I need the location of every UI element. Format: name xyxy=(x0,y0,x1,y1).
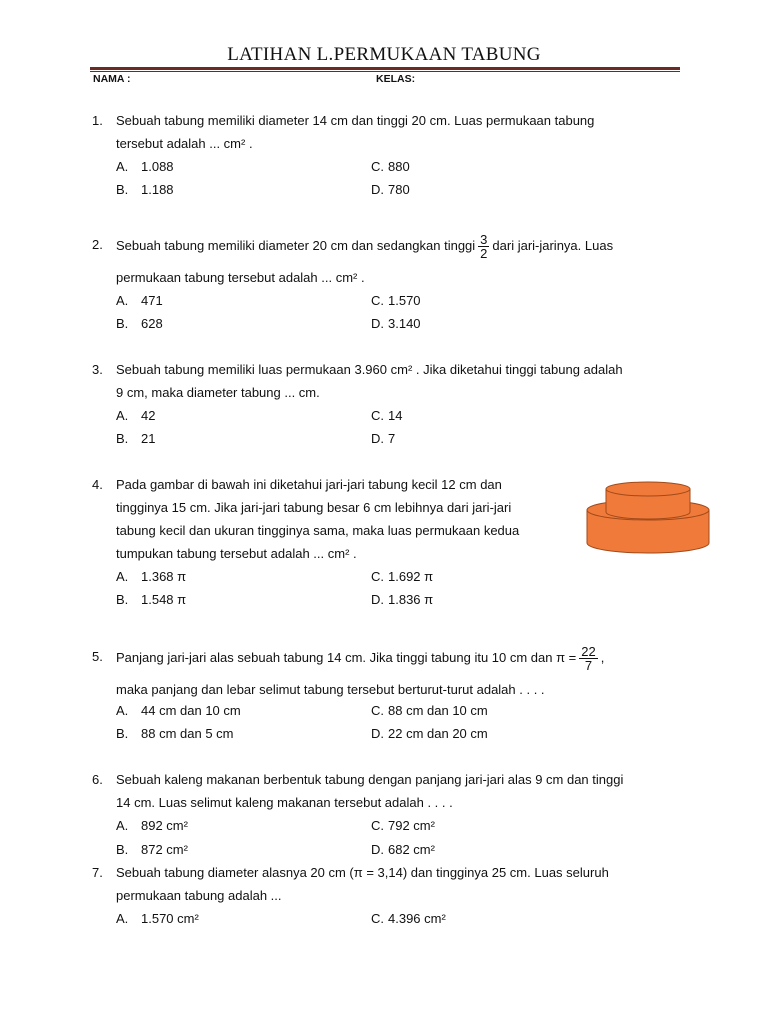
option-b[interactable]: B. 1.548 π xyxy=(116,592,187,607)
option-b[interactable]: B. 1.188 xyxy=(116,182,174,197)
question-text-line: 14 cm. Luas selimut kaleng makanan tersebut adalah . . . . xyxy=(116,795,453,810)
small-cylinder xyxy=(606,482,690,519)
option-d[interactable]: D. 22 cm dan 20 cm xyxy=(371,726,488,741)
question-text-line: permukaan tabung adalah ... xyxy=(116,888,282,903)
kelas-label: KELAS: xyxy=(376,73,416,85)
question-text-line: tingginya 15 cm. Jika jari-jari tabung besar 6 cm lebihnya dari jari-jari xyxy=(116,500,512,515)
header-rule-thick xyxy=(90,67,680,70)
question-text-line: maka panjang dan lebar selimut tabung tersebut berturut-turut adalah . . . . xyxy=(116,682,545,697)
option-d[interactable]: D. 7 xyxy=(371,431,396,446)
option-c[interactable]: C. 792 cm² xyxy=(371,818,435,833)
nama-label: NAMA : xyxy=(93,73,131,85)
question-text-line: permukaan tabung tersebut adalah ... cm² . xyxy=(116,270,365,285)
stacked-cylinders-figure xyxy=(584,480,714,560)
option-c[interactable]: C. 4.396 cm² xyxy=(371,911,446,926)
question-text-line: tumpukan tabung tersebut adalah ... cm² . xyxy=(116,546,357,561)
option-d[interactable]: D. 780 xyxy=(371,182,410,197)
page-title: LATIHAN L.PERMUKAAN TABUNG xyxy=(227,44,541,65)
question-text-line: tabung kecil dan ukuran tingginya sama, maka luas permukaan kedua xyxy=(116,523,520,538)
option-b[interactable]: B. 872 cm² xyxy=(116,842,188,857)
option-a[interactable]: A. 471 xyxy=(116,293,163,308)
fraction: $\frac{22}{7}$ xyxy=(581,644,596,673)
option-d[interactable]: D. 3.140 xyxy=(371,316,421,331)
header-rule-thin xyxy=(90,71,680,72)
question-number: 3. xyxy=(92,362,103,377)
option-b[interactable]: B. 628 xyxy=(116,316,163,331)
question-number: 6. xyxy=(92,772,103,787)
option-a[interactable]: A. 42 xyxy=(116,408,156,423)
option-c[interactable]: C. 14 xyxy=(371,408,403,423)
option-b[interactable]: B. 21 xyxy=(116,431,156,446)
question-number: 4. xyxy=(92,477,103,492)
question-text-line: Sebuah tabung memiliki diameter 14 cm dan tinggi 20 cm. Luas permukaan tabung xyxy=(116,113,595,128)
option-d[interactable]: D. 1.836 π xyxy=(371,592,434,607)
option-a[interactable]: A. 44 cm dan 10 cm xyxy=(116,703,241,718)
question-text-line: Sebuah tabung memiliki luas permukaan 3.960 cm² . Jika diketahui tinggi tabung adalah xyxy=(116,362,623,377)
header-fields xyxy=(93,73,683,89)
question-text-line: Sebuah tabung memiliki diameter 20 cm dan sedangkan tinggi $\frac{3}{2}$ dari jari-jarinya. Luas xyxy=(116,232,614,261)
option-a[interactable]: A. 892 cm² xyxy=(116,818,188,833)
question-text-line: Panjang jari-jari alas sebuah tabung 14 cm. Jika tinggi tabung itu 10 cm dan π = $\frac{22}{7}$ , xyxy=(116,644,605,673)
fraction: $\frac{3}{2}$ xyxy=(480,232,488,261)
question-number: 5. xyxy=(92,649,103,664)
question-number: 2. xyxy=(92,237,103,252)
question-text-line: Pada gambar di bawah ini diketahui jari-jari tabung kecil 12 cm dan xyxy=(116,477,502,492)
option-c[interactable]: C. 88 cm dan 10 cm xyxy=(371,703,488,718)
option-c[interactable]: C. 1.692 π xyxy=(371,569,434,584)
option-a[interactable]: A. 1.368 π xyxy=(116,569,187,584)
option-d[interactable]: D. 682 cm² xyxy=(371,842,435,857)
question-number: 7. xyxy=(92,865,103,880)
option-c[interactable]: C. 1.570 xyxy=(371,293,421,308)
option-c[interactable]: C. 880 xyxy=(371,159,410,174)
question-text-line: Sebuah kaleng makanan berbentuk tabung dengan panjang jari-jari alas 9 cm dan tinggi xyxy=(116,772,624,787)
question-text-line: tersebut adalah ... cm² . xyxy=(116,136,253,151)
question-number: 1. xyxy=(92,113,103,128)
question-text-line: 9 cm, maka diameter tabung ... cm. xyxy=(116,385,320,400)
option-a[interactable]: A. 1.088 xyxy=(116,159,174,174)
option-b[interactable]: B. 88 cm dan 5 cm xyxy=(116,726,234,741)
question-text-line: Sebuah tabung diameter alasnya 20 cm (π = 3,14) dan tingginya 25 cm. Luas seluruh xyxy=(116,865,609,880)
option-a[interactable]: A. 1.570 cm² xyxy=(116,911,199,926)
